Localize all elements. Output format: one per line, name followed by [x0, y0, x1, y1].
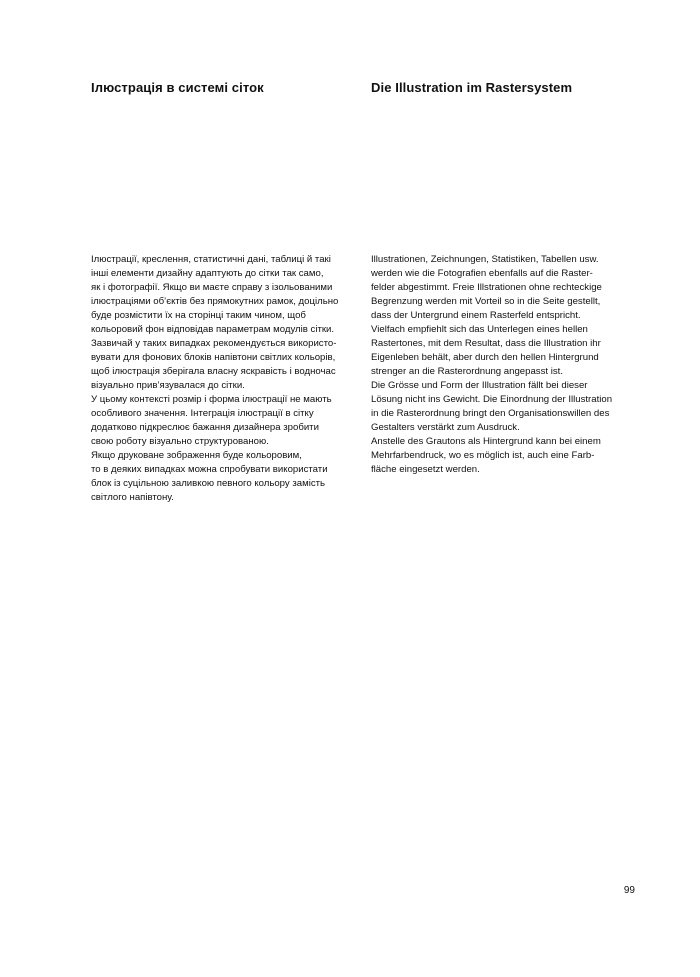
text-line: Якщо друковане зображення буде кольоровим,	[91, 450, 302, 461]
text-line: особливого значення. Інтеграція ілюстрації в сітку	[91, 408, 314, 419]
text-line: ілюстраціями об’єктів без прямокутних рамок, доцільно	[91, 296, 339, 307]
text-line: Mehrfarbendruck, wo es möglich ist, auch eine Farb-	[371, 450, 595, 461]
text-line: то в деяких випадках можна спробувати використати	[91, 464, 328, 475]
text-line: Зазвичай у таких випадках рекомендується використо-	[91, 338, 337, 349]
text-line: Illustrationen, Zeichnungen, Statistiken, Tabellen usw.	[371, 254, 599, 265]
text-line: щоб ілюстрація зберігала власну яскравість і водночас	[91, 366, 336, 377]
page-number: 99	[623, 885, 635, 896]
text-line: Begrenzung werden mit Vorteil so in die Seite gestellt,	[371, 296, 601, 307]
text-line: dass der Untergrund einem Rasterfeld entspricht.	[371, 310, 581, 321]
german-heading: Die Illustration im Rastersystem	[371, 80, 573, 95]
text-line: Gestalters verstärkt zum Ausdruck.	[371, 422, 520, 433]
text-line: інші елементи дизайну адаптують до сітки так само,	[91, 268, 324, 279]
text-line: in die Rasterordnung bringt den Organisationswillen des	[371, 408, 610, 419]
text-line: світлого напівтону.	[91, 492, 174, 503]
text-line: Eigenleben behält, aber durch den hellen Hintergrund	[371, 352, 599, 363]
text-line: У цьому контексті розмір і форма ілюстрації не мають	[91, 394, 332, 405]
ukrainian-text-column	[91, 253, 361, 505]
ukrainian-heading: Ілюстрація в системі сіток	[91, 80, 264, 95]
text-line: felder abgestimmt. Freie Illstrationen ohne rechteckige	[371, 282, 602, 293]
text-line: візуально прив’язувалася до сітки.	[91, 380, 245, 391]
german-text-column	[371, 253, 641, 477]
text-line: вувати для фонових блоків напівтони світлих кольорів,	[91, 352, 336, 363]
text-line: fläche eingesetzt werden.	[371, 464, 480, 475]
text-line: Lösung nicht ins Gewicht. Die Einordnung der Illustration	[371, 394, 613, 405]
text-line: Anstelle des Grautons als Hintergrund kann bei einem	[371, 436, 601, 447]
text-line: Rastertones, mit dem Resultat, dass die Illustration ihr	[371, 338, 601, 349]
text-line: як і фотографії. Якщо ви маєте справу з ізольованими	[91, 282, 333, 293]
text-line: Die Grösse und Form der Illustration fällt bei dieser	[371, 380, 588, 391]
text-line: strenger an die Rasterordnung angepasst ist.	[371, 366, 563, 377]
text-line: буде розмістити їх на сторінці таким чином, щоб	[91, 310, 306, 321]
text-line: додатково підкреслює бажання дизайнера зробити	[91, 422, 319, 433]
text-line: Ілюстрації, креслення, статистичні дані, таблиці й такі	[91, 254, 331, 265]
text-line: werden wie die Fotografien ebenfalls auf die Raster-	[371, 268, 593, 279]
text-line: свою роботу візуально структурованою.	[91, 436, 269, 447]
text-line: кольоровий фон відповідав параметрам модулів сітки.	[91, 324, 335, 335]
text-line: Vielfach empfiehlt sich das Unterlegen eines hellen	[371, 324, 588, 335]
text-line: блок із суцільною заливкою певного кольору замість	[91, 478, 326, 489]
